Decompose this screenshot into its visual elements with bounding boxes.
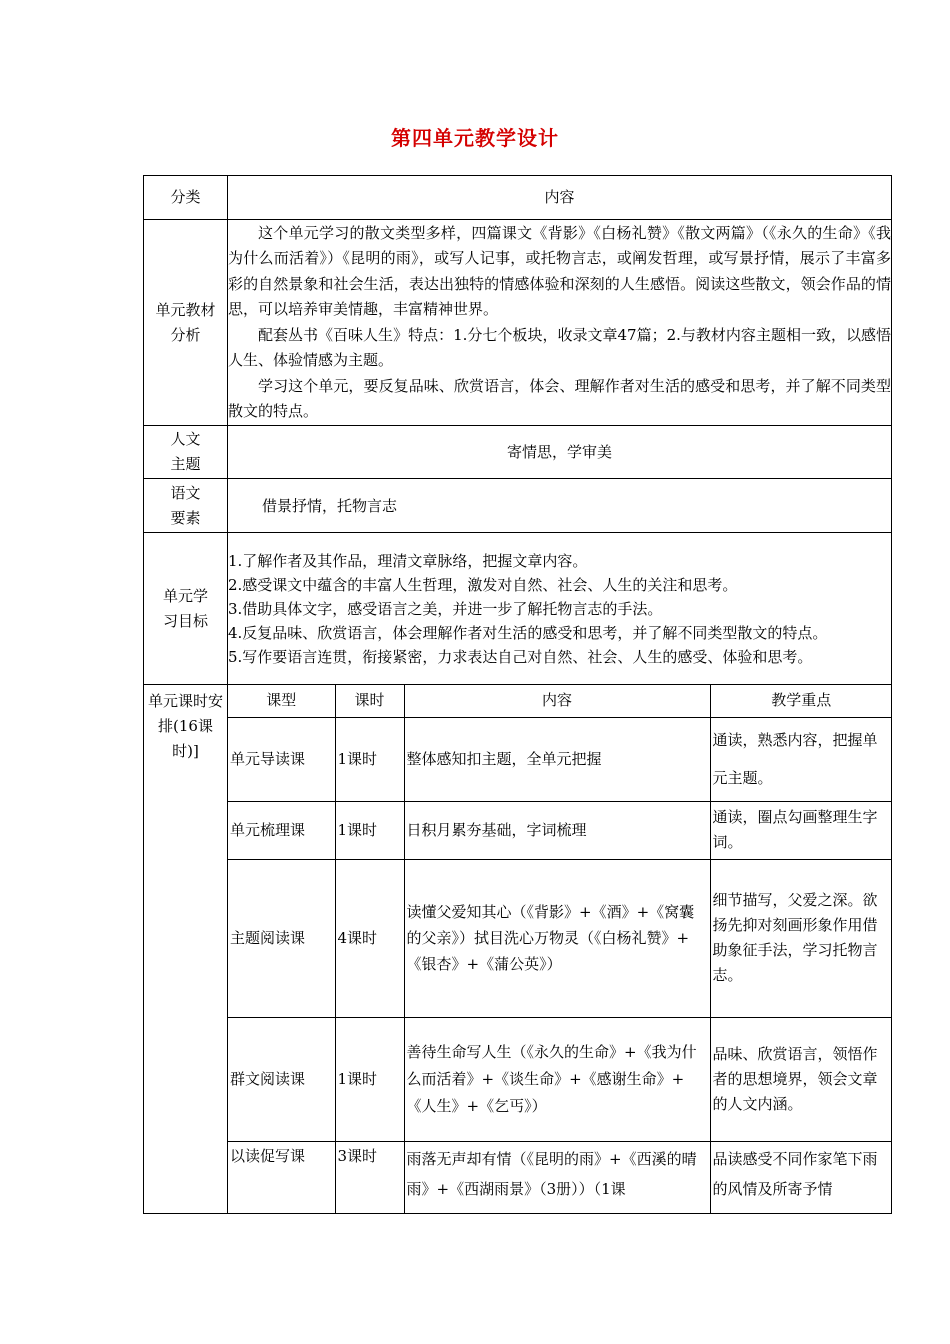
lesson-focus: 通读，熟悉内容，把握单元主题。 <box>710 717 892 801</box>
schedule-table <box>228 685 892 1213</box>
lesson-type: 群文阅读课 <box>228 1017 335 1141</box>
theme-row <box>144 426 892 479</box>
lesson-hours: 4课时 <box>335 859 404 1017</box>
analysis-paragraph: 这个单元学习的散文类型多样，四篇课文《背影》《白杨礼赞》《散文两篇》（《永久的生命》《我为什么而活着》）《昆明的雨》，或写人记事，或托物言志，或阐发哲理，或写景抒情，展示了丰富多彩的自然景象和社会生活，表达出独特的情感体验和深刻的人生感悟。阅读这些散文，领会作品的情思，可以培养审美情趣，丰富精神世界。 <box>228 223 891 318</box>
analysis-paragraph: 配套丛书《百味人生》特点：1.分七个板块，收录文章47篇；2.与教材内容主题相一致，以感悟人生、体验情感为主题。 <box>228 325 891 369</box>
lesson-focus: 品读感受不同作家笔下雨的风情及所寄予情 <box>710 1141 892 1213</box>
analysis-paragraph: 学习这个单元，要反复品味、欣赏语言，体会、理解作者对生活的感受和思考，并了解不同类型散文的特点。 <box>228 376 891 420</box>
table-row <box>228 801 892 859</box>
goal-item: 1.了解作者及其作品，理清文章脉络，把握文章内容。 <box>228 551 588 570</box>
elements-value: 借景抒情，托物言志 <box>228 479 892 533</box>
goal-item: 5.写作要语言连贯，衔接紧密，力求表达自己对自然、社会、人生的感受、体验和思考。 <box>228 647 813 666</box>
goal-item: 4.反复品味、欣赏语言，体会理解作者对生活的感受和思考，并了解不同类型散文的特点。 <box>228 623 828 642</box>
lesson-content: 日积月累夯基础，字词梳理 <box>404 801 710 859</box>
schedule-row <box>144 685 892 1214</box>
theme-value: 寄情思，学审美 <box>228 426 892 479</box>
lesson-focus: 细节描写，父爱之深。欲扬先抑对刻画形象作用借助象征手法，学习托物言志。 <box>710 859 892 1017</box>
lesson-hours: 1课时 <box>335 801 404 859</box>
goals-row <box>144 533 892 685</box>
analysis-content <box>228 220 892 426</box>
lesson-type: 以读促写课 <box>228 1141 335 1213</box>
schedule-header-row <box>228 685 892 717</box>
elements-label: 语文要素 <box>144 479 228 533</box>
table-row <box>228 859 892 1017</box>
schedule-header-content: 内容 <box>404 685 710 717</box>
header-row <box>144 176 892 220</box>
lesson-type: 主题阅读课 <box>228 859 335 1017</box>
schedule-header-focus: 教学重点 <box>710 685 892 717</box>
goals-list <box>228 533 892 685</box>
table-row <box>228 1141 892 1213</box>
header-category: 分类 <box>144 176 228 220</box>
lesson-content: 善待生命写人生（《永久的生命》+《我为什么而活着》+《谈生命》+《感谢生命》+《人生》+《乞丐》） <box>404 1017 710 1141</box>
header-content: 内容 <box>228 176 892 220</box>
analysis-label: 单元教材分析 <box>144 220 228 426</box>
lesson-type: 单元梳理课 <box>228 801 335 859</box>
page-title: 第四单元教学设计 <box>391 126 559 150</box>
table-row <box>228 717 892 801</box>
lesson-content: 读懂父爱知其心（《背影》+《酒》+《窝囊的父亲》）拭目洗心万物灵（《白杨礼赞》+《银杏》+《蒲公英》） <box>404 859 710 1017</box>
schedule-label: 单元课时安排(16课时)] <box>144 685 228 1214</box>
schedule-cell <box>228 685 892 1214</box>
lesson-hours: 1课时 <box>335 717 404 801</box>
elements-row <box>144 479 892 533</box>
theme-label: 人文主题 <box>144 426 228 479</box>
design-table <box>143 175 892 1214</box>
goal-item: 3.借助具体文字，感受语言之美，并进一步了解托物言志的手法。 <box>228 599 663 618</box>
lesson-content: 整体感知扣主题，全单元把握 <box>404 717 710 801</box>
goals-label: 单元学习目标 <box>144 533 228 685</box>
analysis-row <box>144 220 892 426</box>
lesson-hours: 1课时 <box>335 1017 404 1141</box>
goal-item: 2.感受课文中蕴含的丰富人生哲理，激发对自然、社会、人生的关注和思考。 <box>228 575 738 594</box>
schedule-header-hours: 课时 <box>335 685 404 717</box>
lesson-type: 单元导读课 <box>228 717 335 801</box>
lesson-hours: 3课时 <box>335 1141 404 1213</box>
lesson-content: 雨落无声却有情（《昆明的雨》+《西溪的晴雨》+《西湖雨景》（3册））（1课 <box>404 1141 710 1213</box>
schedule-header-type: 课型 <box>228 685 335 717</box>
lesson-focus: 通读，圈点勾画整理生字词。 <box>710 801 892 859</box>
table-row <box>228 1017 892 1141</box>
lesson-focus: 品味、欣赏语言，领悟作者的思想境界，领会文章的人文内涵。 <box>710 1017 892 1141</box>
